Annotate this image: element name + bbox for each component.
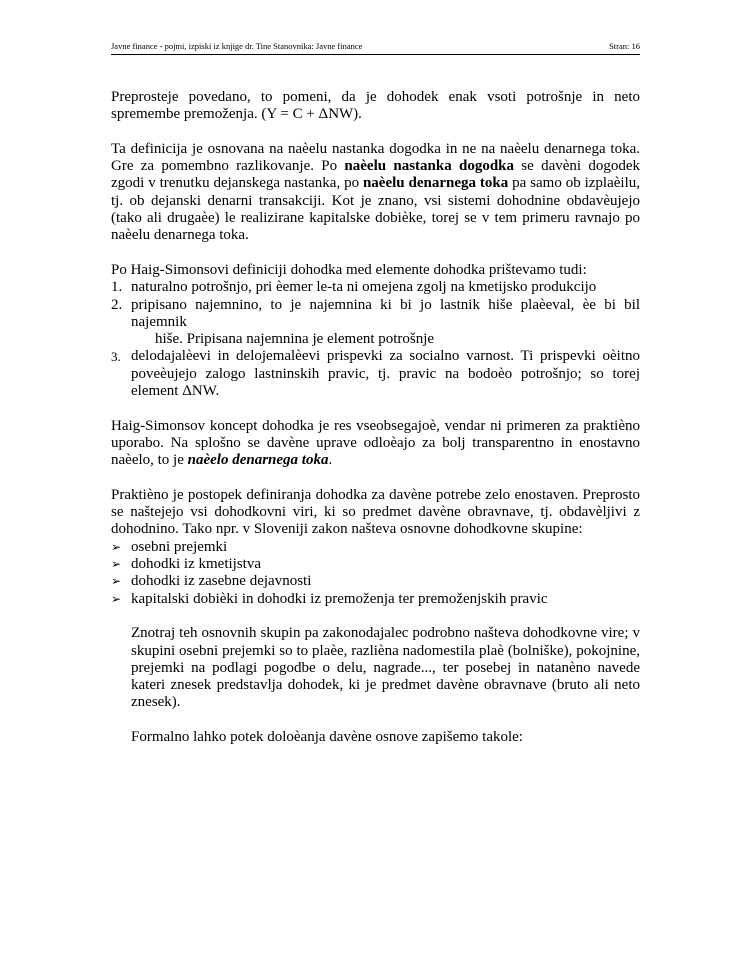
list-text: naturalno potrošnjo, pri èemer le-ta ni omejena zgolj na kmetijsko produkcijo bbox=[131, 279, 597, 296]
document-body bbox=[111, 89, 640, 764]
numbered-list bbox=[111, 279, 640, 400]
list-item bbox=[111, 348, 640, 400]
bullet-list bbox=[111, 539, 640, 608]
bullet-text: osebni prejemki bbox=[131, 538, 228, 555]
paragraph-income-definition: Preprosteje povedano, to pomeni, da je dohodek enak vsoti potrošnje in neto spremembe premoženja. (Y = C + ΔNW). bbox=[111, 89, 640, 123]
text: Ta definicija je osnovana na naèelu nastanka dogodka in ne na naèelu denarnega toka. Gre za pomembno razlikovanje. Po bbox=[111, 140, 640, 175]
paragraph-haig-simons-intro: Po Haig-Simonsovi definiciji dohodka med elemente dohodka prištevamo tudi: bbox=[111, 261, 587, 278]
bold-italic-term: naèelo denarnega toka bbox=[187, 452, 329, 469]
list-item bbox=[111, 297, 640, 349]
text: pa samo ob izplaèilu, tj. ob dejanski denarni transakciji. Kot je znano, vsi sistemi dohodnine obdavèujejo (tako ali drugaèe) le realizirane kapitalske dobièke, torej se v tem primeru ravnajo po naèelu denarnega toka. bbox=[111, 175, 640, 244]
list-text-continuation: hiše. Pripisana najemnina je element potrošnje bbox=[155, 331, 435, 348]
text: Haig-Simonsov koncept dohodka je res vseobsegajoè, vendar ni primeren za praktièno uporabo. Na splošno se davène uprave odloèajo za bolj transparentno in enostavno naèelo, to je bbox=[111, 417, 640, 469]
list-number: 3. bbox=[111, 349, 121, 365]
bullet-text: dohodki iz kmetijstva bbox=[131, 556, 261, 573]
bold-term: naèelu nastanka dogodka bbox=[344, 158, 515, 175]
paragraph-practical-definition: Praktièno je postopek definiranja dohodka za davène potrebe zelo enostaven. Preprosto se naštejejo vsi dohodkovni viri, ki so predmet davène obravnave, tj. obdavèljivi z dohodnino. Tako npr. v Sloveniji zakon našteva osnovne dohodkovne skupine: bbox=[111, 486, 640, 538]
bullet-text: dohodki iz zasebne dejavnosti bbox=[131, 573, 312, 590]
text: se davèni dogodek zgodi v trenutku dejanskega nastanka, po bbox=[111, 158, 641, 192]
bold-term: naèelu denarnega toka bbox=[362, 175, 509, 192]
bullet-item bbox=[111, 556, 640, 573]
paragraph-income-sources: Znotraj teh osnovnih skupin pa zakonodajalec podrobno našteva dohodkovne vire; v skupini osebni prejemki so to plaèe, razlièna nadomestila plaè (bolniške), pokojnine, prejemki na podlagi pogodbe o delu, nagrade..., ter posebej in natanèno navede kateri znesek predstavlja dohodek, ki je predmet davène obravnave (bruto ali neto znesek). bbox=[131, 625, 640, 711]
bullet-item bbox=[111, 573, 640, 590]
arrow-bullet-icon: ➢ bbox=[111, 539, 122, 554]
list-number: 1. bbox=[111, 279, 123, 296]
paragraph-accrual-principle bbox=[111, 141, 640, 245]
list-text: pripisano najemnino, to je najemnina ki bi jo lastnik hiše plaèeval, èe bi bil najemnik bbox=[131, 296, 640, 330]
bullet-text: kapitalski dobièki in dohodki iz premoženja ter premoženjskih pravic bbox=[131, 590, 548, 607]
arrow-bullet-icon: ➢ bbox=[111, 574, 122, 589]
list-text-wrap bbox=[131, 297, 640, 349]
page-number: Stran: 16 bbox=[609, 41, 640, 51]
text: . bbox=[328, 452, 333, 469]
header-title: Javne finance - pojmi, izpiski iz knjige dr. Tine Stanovnika: Javne finance bbox=[111, 41, 363, 51]
arrow-bullet-icon: ➢ bbox=[111, 591, 122, 606]
paragraph-haig-simons-concept bbox=[111, 418, 640, 470]
bullet-item bbox=[111, 591, 640, 608]
bullet-item bbox=[111, 539, 640, 556]
list-item bbox=[111, 279, 640, 296]
list-number: 2. bbox=[111, 296, 123, 313]
page-header bbox=[111, 41, 640, 55]
arrow-bullet-icon: ➢ bbox=[111, 557, 122, 572]
paragraph-formal-tax-base: Formalno lahko potek doloèanja davène osnove zapišemo takole: bbox=[131, 728, 523, 745]
list-text: delodajalèevi in delojemalèevi prispevki za socialno varnost. Ti prispevki oèitno poveèujejo zalogo lastninskih pravic, tj. pravic na bodoèo potrošnjo; so torej element ΔNW. bbox=[131, 348, 640, 400]
